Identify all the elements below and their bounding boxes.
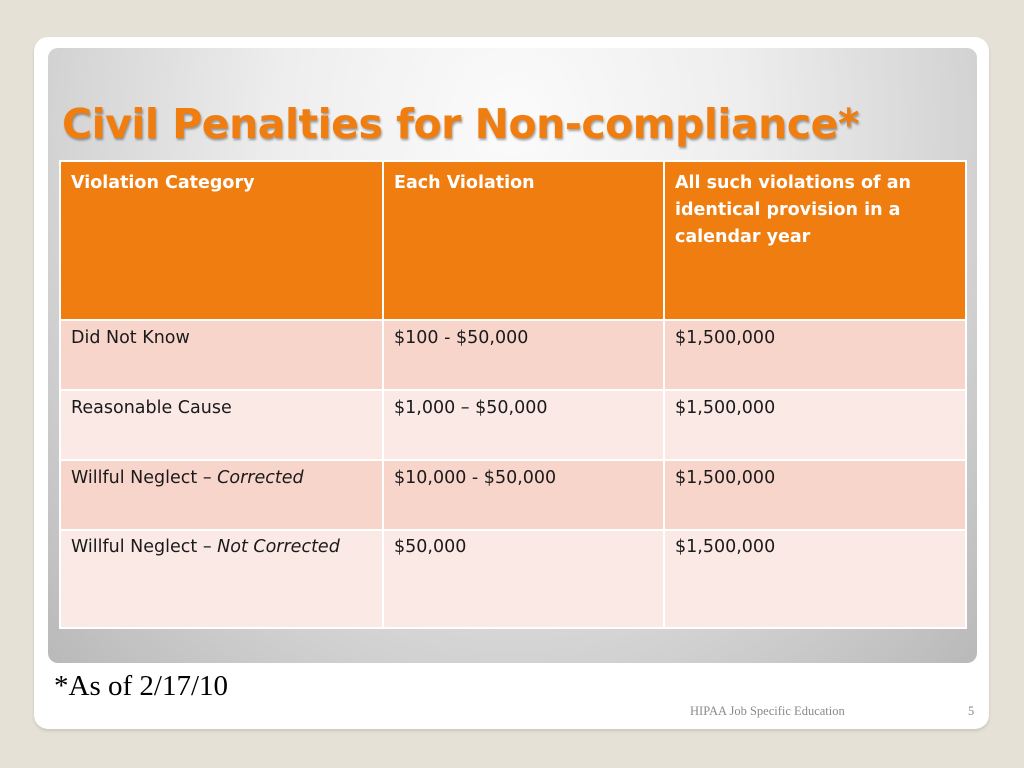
table-row <box>60 320 966 390</box>
annual-cap-cell: $1,500,000 <box>664 460 966 530</box>
each-violation-cell: $10,000 - $50,000 <box>383 460 664 530</box>
category-text: Willful Neglect – <box>71 468 218 488</box>
footer-text: HIPAA Job Specific Education <box>690 704 845 718</box>
category-text: Reasonable Cause <box>71 398 232 418</box>
category-cell <box>60 530 383 628</box>
category-cell <box>60 390 383 460</box>
category-cell <box>60 460 383 530</box>
category-emphasis: Not Corrected <box>217 537 340 557</box>
each-violation-cell: $1,000 – $50,000 <box>383 390 664 460</box>
category-text: Did Not Know <box>71 328 190 348</box>
annual-cap-cell: $1,500,000 <box>664 530 966 628</box>
header-annual-cap: All such violations of an identical provision in a calendar year <box>664 161 966 320</box>
annual-cap-cell: $1,500,000 <box>664 320 966 390</box>
category-emphasis: Corrected <box>217 468 304 488</box>
category-cell <box>60 320 383 390</box>
table-header-row <box>60 161 966 320</box>
table-row <box>60 530 966 628</box>
header-each-violation: Each Violation <box>383 161 664 320</box>
page-number: 5 <box>968 704 975 718</box>
as-of-note: *As of 2/17/10 <box>54 670 228 702</box>
table-row <box>60 390 966 460</box>
penalties-table <box>59 160 967 629</box>
each-violation-cell: $50,000 <box>383 530 664 628</box>
header-violation-category: Violation Category <box>60 161 383 320</box>
each-violation-cell: $100 - $50,000 <box>383 320 664 390</box>
annual-cap-cell: $1,500,000 <box>664 390 966 460</box>
category-text: Willful Neglect – <box>71 537 218 557</box>
slide-title: Civil Penalties for Non-compliance* <box>62 100 859 148</box>
table-row <box>60 460 966 530</box>
